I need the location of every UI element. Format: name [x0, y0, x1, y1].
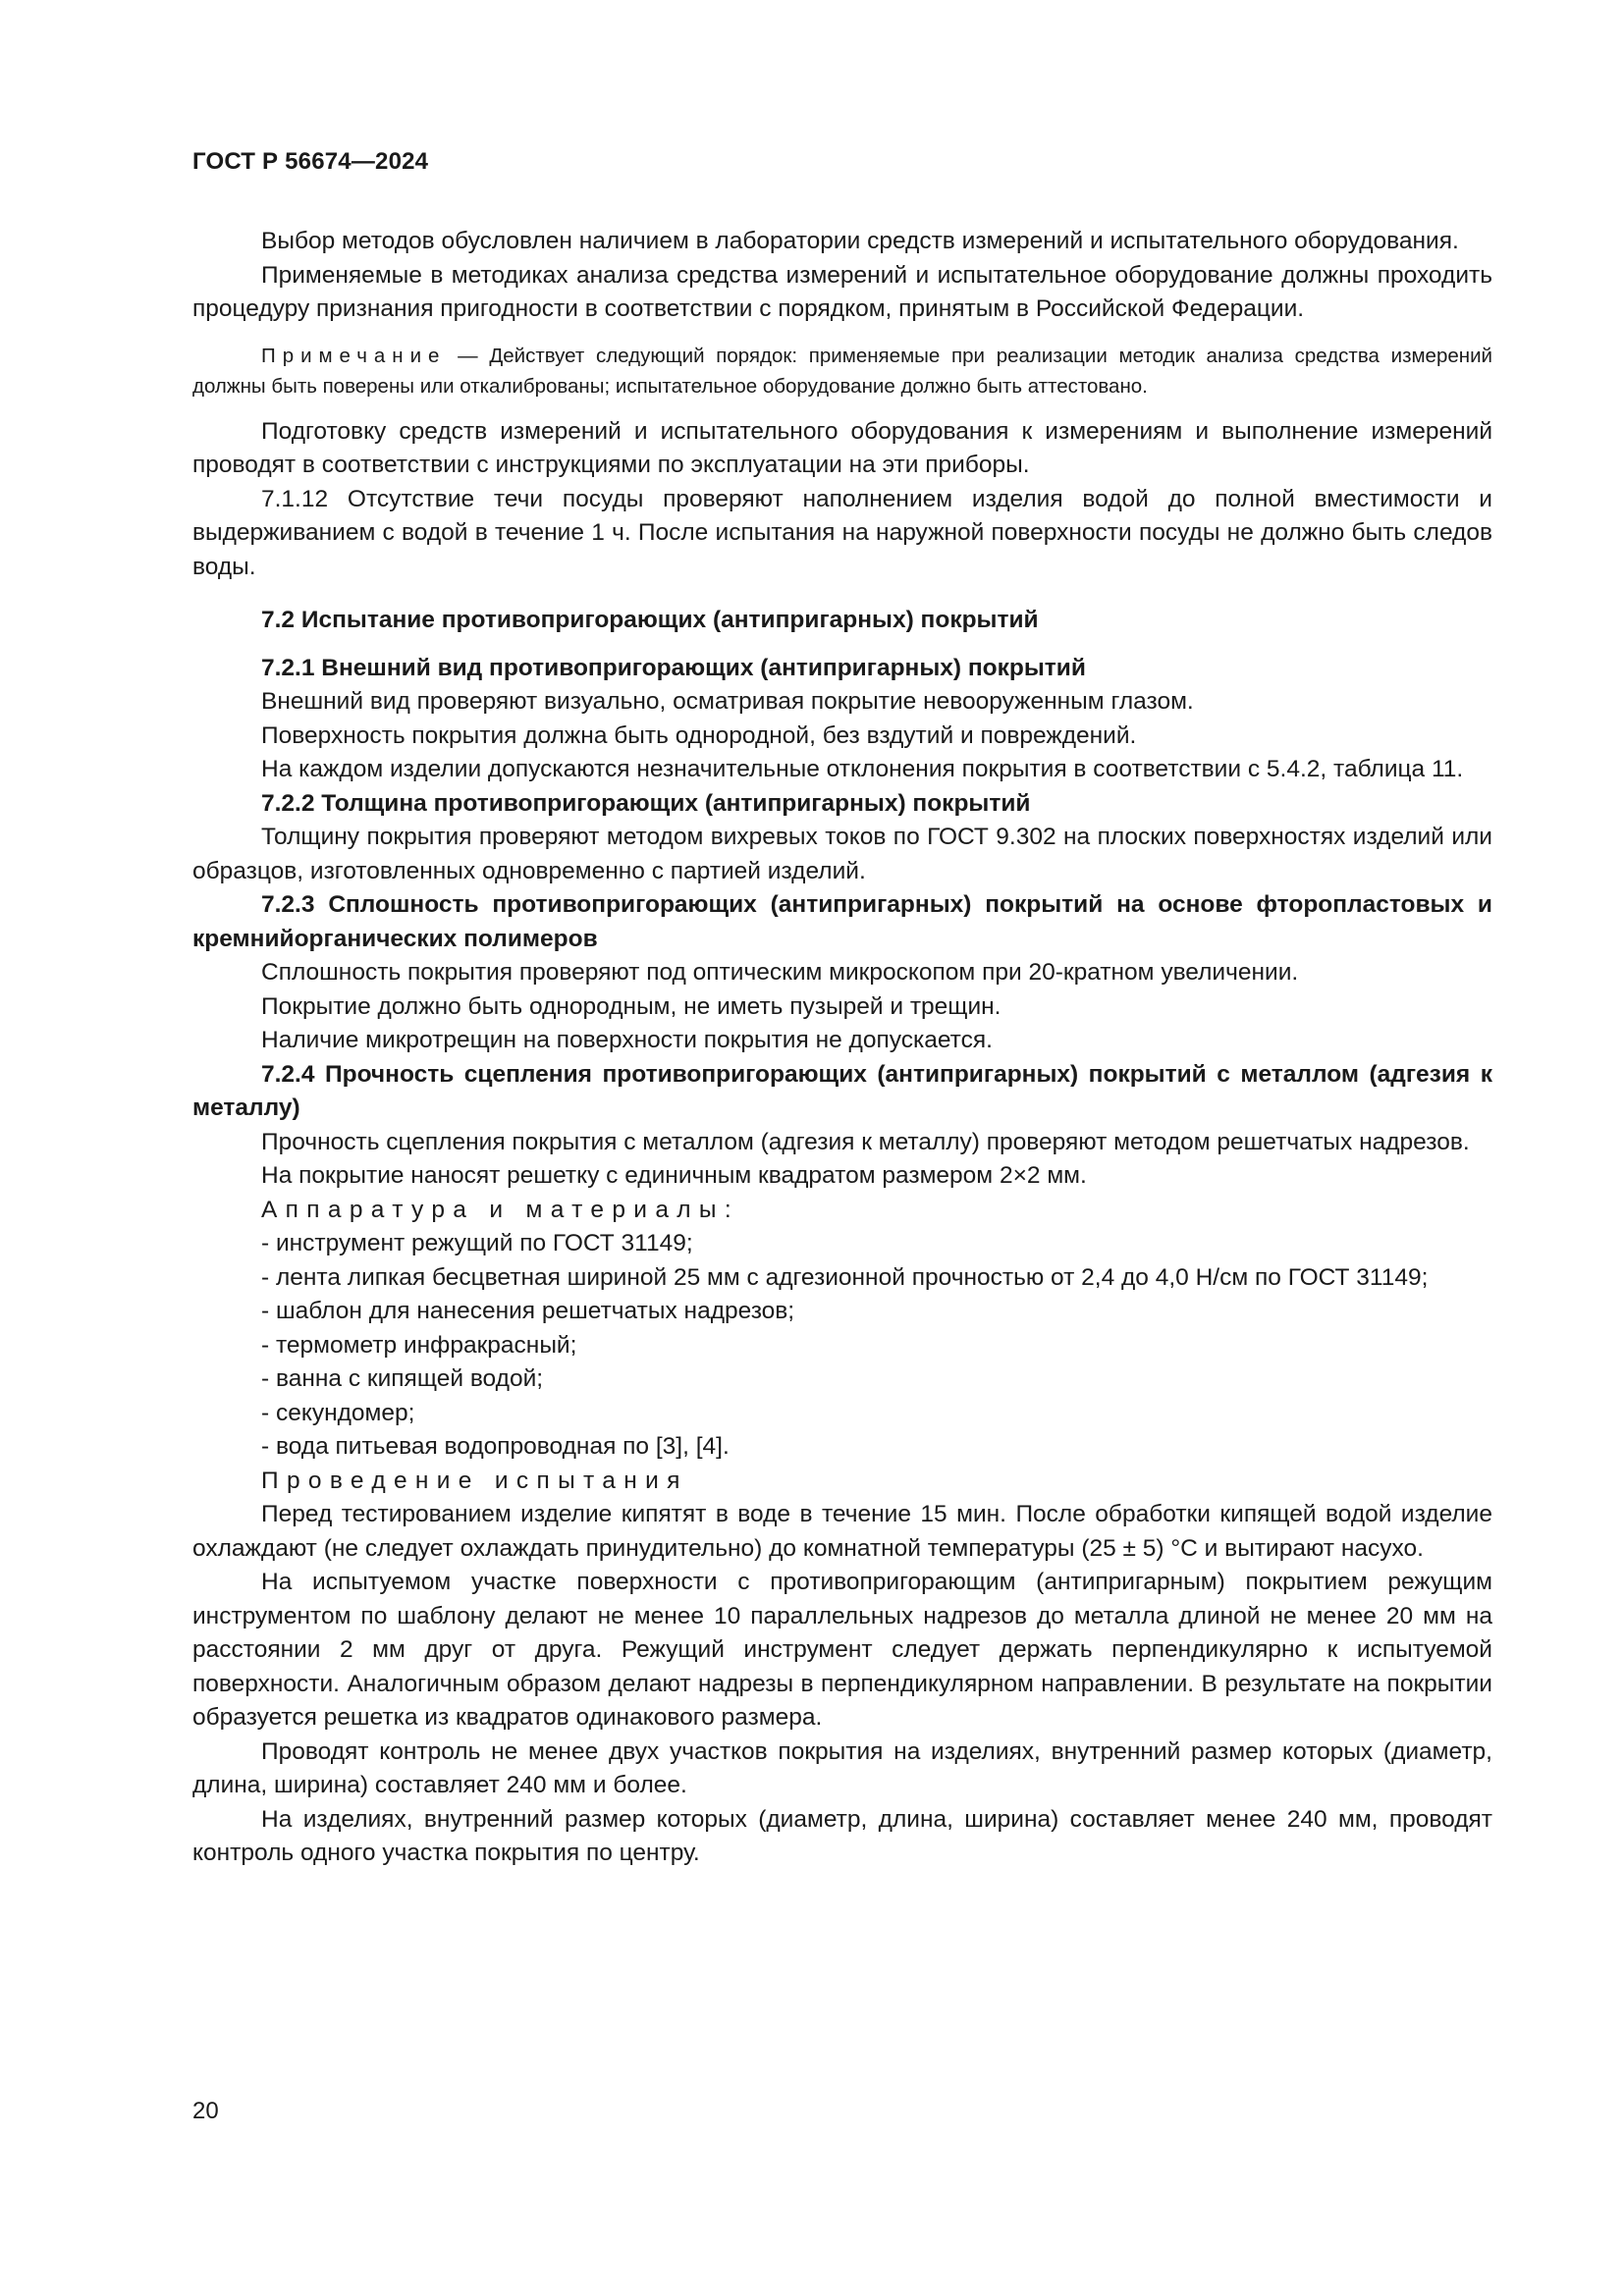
section-heading-7-2: 7.2 Испытание противопригорающих (антипригарных) покрытий — [261, 607, 1039, 633]
paragraph: Сплошность покрытия проверяют под оптическим микроскопом при 20-кратном увеличении. — [261, 959, 1299, 986]
paragraph: Подготовку средств измерений и испытательного оборудования к измерениям и выполнение измерений проводят в соответствии с инструкциями по эксплуатации на эти приборы. — [192, 417, 1492, 478]
section-heading-7-2-2: 7.2.2 Толщина противопригорающих (антипригарных) покрытий — [261, 789, 1031, 817]
list-item: - инструмент режущий по ГОСТ 31149; — [261, 1230, 693, 1256]
paragraph: Поверхность покрытия должна быть однородной, без вздутий и повреждений. — [261, 721, 1137, 749]
paragraph: 7.1.12 Отсутствие течи посуды проверяют наполнением изделия водой до полной вместимости и выдерживанием с водой в течение 1 ч. После испытания на наружной поверхности посуды не должно быть следов воды. — [192, 485, 1492, 580]
list-item: - ванна с кипящей водой; — [261, 1365, 544, 1392]
section-heading-7-2-1: 7.2.1 Внешний вид противопригорающих (антипригарных) покрытий — [261, 654, 1086, 681]
list-item: - лента липкая бесцветная шириной 25 мм с адгезионной прочностью от 2,4 до 4,0 Н/см по ГОСТ 31149; — [261, 1263, 1429, 1291]
paragraph: На испытуемом участке поверхности с противопригорающим (антипригарным) покрытием режущим инструментом по шаблону делают не менее 10 параллельных надрезов до металла длиной не менее 20 мм на расстоянии 2 мм друг от друга. Режущий инструмент следует держать перпендикулярно к испытуемой поверхности. Аналогичным образом делают надрезы в перпендикулярном направлении. В результате на покрытии образуется решетка из квадратов одинакового размера. — [192, 1569, 1492, 1731]
note-text: — Действует следующий порядок: применяемые при реализации методик анализа средства измерений должны быть поверены или откалиброваны; испытательное оборудование должно быть аттестовано. — [192, 344, 1492, 398]
apparatus-heading: Аппаратура и материалы: — [261, 1196, 739, 1223]
section-heading-7-2-4: 7.2.4 Прочность сцепления противопригорающих (антипригарных) покрытий с металлом (адгезия к металлу) — [192, 1060, 1492, 1121]
list-item: - термометр инфракрасный; — [261, 1331, 577, 1359]
document-header: ГОСТ Р 56674—2024 — [192, 148, 429, 175]
paragraph: На каждом изделии допускаются незначительные отклонения покрытия в соответствии с 5.4.2, таблица 11. — [261, 756, 1464, 782]
page-body — [192, 225, 1492, 1871]
paragraph: Перед тестированием изделие кипятят в воде в течение 15 мин. После обработки кипящей водой изделие охлаждают (не следует охлаждать принудительно) до комнатной температуры (25 ± 5) °С и вытирают насухо. — [192, 1501, 1492, 1562]
paragraph: На покрытие наносят решетку с единичным квадратом размером 2×2 мм. — [261, 1162, 1087, 1189]
paragraph: Проводят контроль не менее двух участков покрытия на изделиях, внутренний размер которых (диаметр, длина, ширина) составляет 240 мм и более. — [192, 1737, 1492, 1798]
paragraph: Покрытие должно быть однородным, не иметь пузырей и трещин. — [261, 992, 1001, 1020]
list-item: - секундомер; — [261, 1399, 415, 1426]
paragraph: Прочность сцепления покрытия с металлом (адгезия к металлу) проверяют методом решетчатых надрезов. — [261, 1128, 1470, 1155]
paragraph: Толщину покрытия проверяют методом вихревых токов по ГОСТ 9.302 на плоских поверхностях изделий или образцов, изготовленных одновременно с партией изделий. — [192, 824, 1492, 884]
paragraph: Применяемые в методиках анализа средства измерений и испытательное оборудование должны проходить процедуру признания пригодности в соответствии с порядком, принятым в Российской Федерации. — [192, 261, 1492, 322]
list-item: - шаблон для нанесения решетчатых надрезов; — [261, 1298, 795, 1324]
paragraph: Наличие микротрещин на поверхности покрытия не допускается. — [261, 1027, 993, 1053]
paragraph: На изделиях, внутренний размер которых (диаметр, длина, ширина) составляет менее 240 мм, проводят контроль одного участка покрытия по центру. — [192, 1805, 1492, 1866]
paragraph: Выбор методов обусловлен наличием в лаборатории средств измерений и испытательного оборудования. — [261, 228, 1459, 254]
note-label: Примечание — [261, 344, 447, 367]
list-item: - вода питьевая водопроводная по [3], [4]. — [261, 1433, 730, 1460]
section-heading-7-2-3: 7.2.3 Сплошность противопригорающих (антипригарных) покрытий на основе фторопластовых и кремнийорганических полимеров — [192, 891, 1492, 952]
page-number: 20 — [192, 2098, 219, 2124]
note — [192, 341, 1492, 401]
procedure-heading: Проведение испытания — [261, 1467, 688, 1494]
paragraph: Внешний вид проверяют визуально, осматривая покрытие невооруженным глазом. — [261, 688, 1194, 715]
